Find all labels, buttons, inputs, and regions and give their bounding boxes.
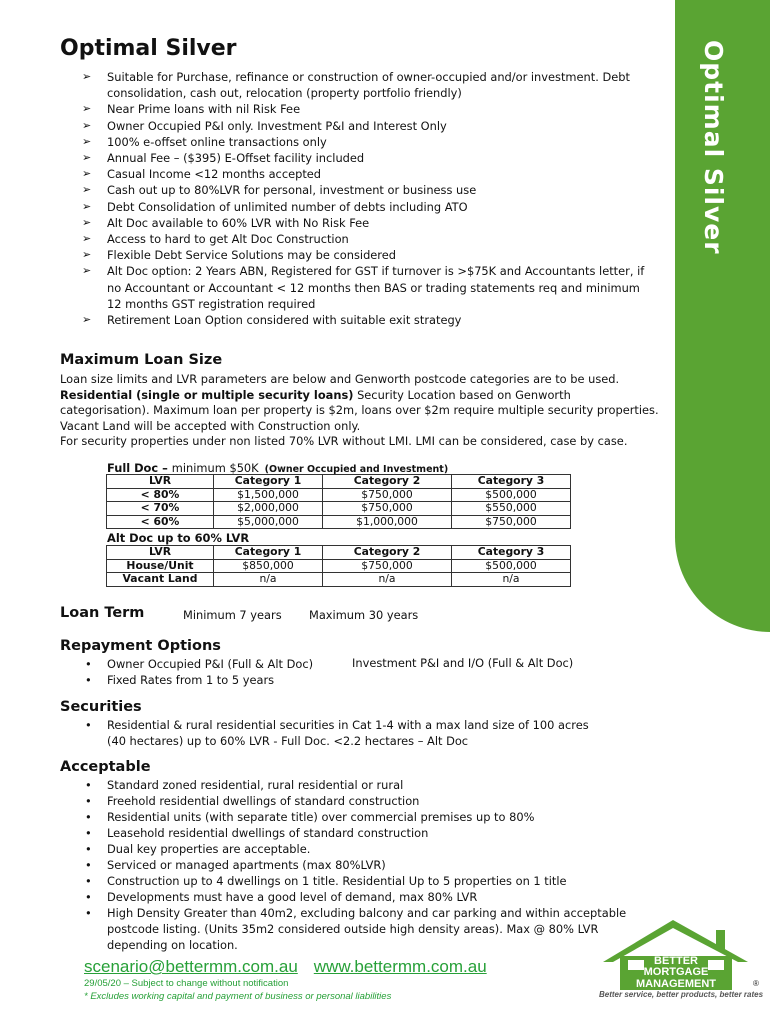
logo-window-2 [708,960,724,970]
footer-date-note: 29/05/20 – Subject to change without notification [84,978,289,989]
acceptable-text: Developments must have a good level of demand, max 80% LVR [107,890,478,904]
max-loan-line3: For security properties under non listed 70% LVR without LMI. LMI can be considered, case by case. [60,434,628,448]
feature-item [82,247,652,263]
acceptable-heading: Acceptable [60,759,151,775]
repayment-heading: Repayment Options [60,638,221,654]
acceptable-item [82,889,627,905]
acceptable-text: Serviced or managed apartments (max 80%LVR) [107,858,386,872]
feature-item [82,150,652,166]
feature-list [82,69,652,328]
table-row [107,559,571,573]
bullet-icon: • [85,826,92,840]
table-row [107,573,571,587]
acceptable-text: Construction up to 4 dwellings on 1 title. Residential Up to 5 properties on 1 title [107,874,567,888]
full-doc-value-cell: $750,000 [323,502,452,516]
acceptable-item [82,825,627,841]
full-doc-value-cell: $500,000 [452,488,571,502]
repayment-list [82,656,342,688]
feature-text: Owner Occupied P&I only. Investment P&I and Interest Only [107,118,447,133]
full-doc-minimum: minimum $50K [171,461,259,475]
acceptable-item [82,809,627,825]
bullet-icon: • [85,874,92,888]
full-doc-value-cell: $750,000 [452,515,571,529]
loan-term-heading: Loan Term [60,605,145,621]
full-doc-label [107,461,448,475]
residential-label: Residential (single or multiple security loans) [60,387,354,402]
repayment-item [82,672,342,688]
feature-item [82,182,652,198]
bullet-icon: ➢ [82,118,92,132]
feature-text: Near Prime loans with nil Risk Fee [107,102,301,117]
footer-links [84,957,487,977]
feature-item [82,134,652,150]
bullet-icon: • [85,810,92,824]
acceptable-list [82,777,627,953]
security-item [82,717,602,749]
full-doc-value-cell: $1,000,000 [323,515,452,529]
repayment-item [82,656,342,672]
bullet-icon: • [85,657,92,671]
alt-doc-value-cell: n/a [452,573,571,587]
footer-exclusion-note: * Excludes working capital and payment of business or personal liabilities [84,991,392,1002]
alt-doc-header-cell: Category 3 [452,546,571,560]
acceptable-item [82,793,627,809]
acceptable-text: Standard zoned residential, rural residential or rural [107,778,404,792]
alt-doc-label: Alt Doc up to 60% LVR [107,531,250,545]
full-doc-header-cell: Category 1 [214,475,323,489]
bullet-icon: ➢ [82,215,92,229]
securities-heading: Securities [60,699,142,715]
feature-item [82,263,652,312]
full-doc-header-cell: Category 2 [323,475,452,489]
full-doc-value-cell: $750,000 [323,488,452,502]
feature-text: Alt Doc available to 60% LVR with No Risk Fee [107,215,370,230]
alt-doc-header-cell: Category 1 [214,546,323,560]
max-loan-line1: Loan size limits and LVR parameters are below and Genworth postcode categories are to be used. [60,372,620,386]
full-doc-value-cell: $2,000,000 [214,502,323,516]
full-doc-header-row [107,475,571,489]
feature-item [82,199,652,215]
logo-chimney [716,930,725,950]
repayment-text: Owner Occupied P&I (Full & Alt Doc) [107,657,314,671]
logo-management: MANAGEMENT [635,978,717,990]
feature-text: Cash out up to 80%LVR for personal, investment or business use [107,183,477,198]
acceptable-text: Freehold residential dwellings of standard construction [107,794,420,808]
full-doc-lvr-cell: < 80% [107,488,214,502]
feature-text: Casual Income <12 months accepted [107,167,322,182]
bullet-icon: ➢ [82,102,92,116]
acceptable-text: Leasehold residential dwellings of standard construction [107,826,429,840]
repayment-investment: Investment P&I and I/O (Full & Alt Doc) [352,656,574,670]
table-row [107,515,571,529]
full-doc-label-bold: Full Doc – [107,461,172,475]
feature-text: 100% e-offset online transactions only [107,134,327,149]
acceptable-text: High Density Greater than 40m2, excluding balcony and car parking and within acceptable postcode listing. (Units 35m2 considered outside high density areas). Max @ 80% LVR depending on location. [107,906,627,952]
bullet-icon: • [85,778,92,792]
alt-doc-value-cell: $500,000 [452,559,571,573]
feature-text: Access to hard to get Alt Doc Construction [107,232,349,247]
acceptable-item [82,777,627,793]
acceptable-text: Residential units (with separate title) over commercial premises up to 80% [107,810,535,824]
full-doc-header-cell: LVR [107,475,214,489]
alt-doc-header-cell: Category 2 [323,546,452,560]
securities-list [82,717,602,749]
acceptable-item [82,857,627,873]
alt-doc-value-cell: $850,000 [214,559,323,573]
table-row [107,488,571,502]
full-doc-value-cell: $550,000 [452,502,571,516]
repayment-text: Fixed Rates from 1 to 5 years [107,673,275,687]
feature-item [82,231,652,247]
alt-doc-value-cell: n/a [323,573,452,587]
max-loan-line2 [60,388,660,435]
bullet-icon: ➢ [82,248,92,262]
bullet-icon: ➢ [82,232,92,246]
logo-window-1 [628,960,644,970]
feature-item [82,215,652,231]
logo-registered: ® [753,979,759,988]
bullet-icon: ➢ [82,199,92,213]
bullet-icon: • [85,718,92,732]
feature-item [82,166,652,182]
bullet-icon: • [85,858,92,872]
feature-text: Alt Doc option: 2 Years ABN, Registered for GST if turnover is >$75K and Accountants letter, if no Accountant or Accountant < 12 months then BAS or trading statements req and minimum 12 months GST registration required [107,264,645,311]
alt-doc-value-cell: $750,000 [323,559,452,573]
bullet-icon: ➢ [82,151,92,165]
full-doc-lvr-cell: < 70% [107,502,214,516]
loan-term-min: Minimum 7 years [183,608,282,622]
side-tab [675,0,770,632]
acceptable-text: Dual key properties are acceptable. [107,842,311,856]
bullet-icon: • [85,906,92,920]
acceptable-item [82,905,627,953]
feature-item [82,69,652,101]
bullet-icon: ➢ [82,183,92,197]
bullet-icon: ➢ [82,70,92,83]
feature-text: Annual Fee – ($395) E-Offset facility included [107,151,365,166]
loan-term-max: Maximum 30 years [309,608,419,622]
max-loan-text [60,372,660,450]
alt-doc-lvr-cell: House/Unit [107,559,214,573]
logo-better: BETTER [654,955,698,967]
side-tab-title: Optimal Silver [699,40,728,255]
logo-mortgage: MORTGAGE [643,966,709,978]
logo-tagline: Better service, better products, better rates [599,990,764,999]
bullet-icon: ➢ [82,264,92,278]
bullet-icon: • [85,794,92,808]
acceptable-item [82,873,627,889]
acceptable-item [82,841,627,857]
full-doc-value-cell: $1,500,000 [214,488,323,502]
feature-text: Debt Consolidation of unlimited number of debts including ATO [107,199,468,214]
table-row [107,502,571,516]
bullet-icon: • [85,673,92,687]
full-doc-lvr-cell: < 60% [107,515,214,529]
full-doc-header-cell: Category 3 [452,475,571,489]
full-doc-table [106,474,571,529]
bullet-icon: • [85,890,92,904]
feature-item [82,118,652,134]
alt-doc-lvr-cell: Vacant Land [107,573,214,587]
bullet-icon: ➢ [82,134,92,148]
feature-text: Flexible Debt Service Solutions may be considered [107,248,396,263]
bullet-icon: • [85,842,92,856]
feature-item [82,101,652,117]
full-doc-value-cell: $5,000,000 [214,515,323,529]
feature-item [82,312,652,328]
security-text: Residential & rural residential securities in Cat 1-4 with a max land size of 100 acres (40 hectares) up to 60% LVR - Full Doc. <2.2 hectares – Alt Doc [107,718,589,748]
full-doc-note: (Owner Occupied and Investment) [264,464,449,475]
email-link[interactable]: scenario@bettermm.com.au [84,957,298,976]
alt-doc-header-row [107,546,571,560]
feature-text: Retirement Loan Option considered with suitable exit strategy [107,313,462,328]
bullet-icon: ➢ [82,167,92,181]
alt-doc-table [106,545,571,587]
feature-text: Suitable for Purchase, refinance or construction of owner-occupied and/or investment. Debt consolidation, cash out, relocation (property portfolio friendly) [107,70,630,101]
bullet-icon: ➢ [82,313,92,327]
residential-text: Security Location based on Genworth categorisation). Maximum loan per property is $2m, loans over $2m require multiple security properties. Vacant Land will be accepted with Construction only. [60,387,659,433]
alt-doc-value-cell: n/a [214,573,323,587]
page-title: Optimal Silver [60,36,237,61]
website-link[interactable]: www.bettermm.com.au [313,957,487,976]
alt-doc-header-cell: LVR [107,546,214,560]
max-loan-heading: Maximum Loan Size [60,352,223,368]
